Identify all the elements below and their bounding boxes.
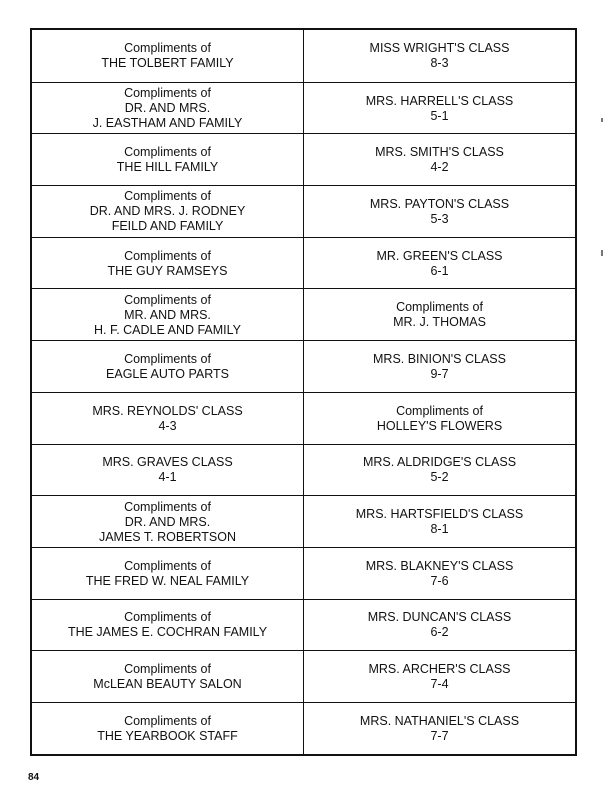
ad-row bbox=[32, 185, 575, 237]
ad-row bbox=[32, 599, 575, 651]
ad-cell-right bbox=[304, 393, 575, 444]
ad-cell-left bbox=[32, 238, 304, 289]
ad-heading: MISS WRIGHT'S CLASS bbox=[369, 41, 510, 56]
ad-text-line: 7-4 bbox=[430, 677, 449, 692]
ad-cell-right bbox=[304, 341, 575, 392]
ad-heading: MRS. PAYTON'S CLASS bbox=[369, 196, 510, 211]
ad-text-line: 5-1 bbox=[430, 108, 449, 123]
ad-heading: MRS. BLAKNEY'S CLASS bbox=[365, 558, 514, 573]
ad-heading: MRS. ALDRIDGE'S CLASS bbox=[362, 455, 517, 470]
ad-cell-right bbox=[304, 186, 575, 237]
ad-text-line: 6-1 bbox=[430, 263, 449, 278]
ad-text-line: H. F. CADLE AND FAMILY bbox=[93, 322, 242, 337]
ad-text-line: THE GUY RAMSEYS bbox=[107, 263, 228, 278]
ad-cell-right bbox=[304, 703, 575, 754]
ad-text-line: HOLLEY'S FLOWERS bbox=[376, 418, 503, 433]
ad-row bbox=[32, 392, 575, 444]
ad-row bbox=[32, 650, 575, 702]
ad-cell-right bbox=[304, 548, 575, 599]
ad-cell-left bbox=[32, 134, 304, 185]
edge-mark bbox=[601, 118, 603, 122]
ad-row bbox=[32, 444, 575, 496]
ad-row bbox=[32, 702, 575, 754]
ad-row bbox=[32, 288, 575, 340]
ad-text-line: FEILD AND FAMILY bbox=[111, 219, 224, 234]
ad-heading: Compliments of bbox=[124, 713, 211, 728]
ad-heading: MRS. HARTSFIELD'S CLASS bbox=[355, 507, 524, 522]
ad-text-line: THE TOLBERT FAMILY bbox=[101, 56, 234, 71]
ad-cell-left bbox=[32, 186, 304, 237]
ad-cell-right bbox=[304, 651, 575, 702]
ad-cell-right bbox=[304, 289, 575, 340]
ad-heading: Compliments of bbox=[396, 300, 483, 315]
ad-heading: MRS. SMITH'S CLASS bbox=[375, 145, 504, 160]
ad-cell-left bbox=[32, 30, 304, 82]
ad-cell-left bbox=[32, 651, 304, 702]
ad-text-line: 5-2 bbox=[430, 470, 449, 485]
ad-heading: Compliments of bbox=[124, 662, 211, 677]
ad-row bbox=[32, 133, 575, 185]
ad-text-line: THE HILL FAMILY bbox=[116, 160, 219, 175]
ad-cell-right bbox=[304, 600, 575, 651]
ad-text-line: MR. AND MRS. bbox=[124, 307, 211, 322]
ad-text-line: McLEAN BEAUTY SALON bbox=[93, 677, 242, 692]
ad-text-line: 7-6 bbox=[430, 573, 449, 588]
ad-heading: Compliments of bbox=[124, 145, 211, 160]
ad-cell-left bbox=[32, 703, 304, 754]
ad-text-line: 6-2 bbox=[430, 625, 449, 640]
ad-cell-right bbox=[304, 134, 575, 185]
ad-text-line: 8-1 bbox=[430, 522, 449, 537]
ad-text-line: DR. AND MRS. bbox=[124, 101, 211, 116]
ad-cell-right bbox=[304, 83, 575, 134]
ad-heading: Compliments of bbox=[124, 610, 211, 625]
ad-heading: MRS. DUNCAN'S CLASS bbox=[367, 610, 512, 625]
ad-text-line: DR. AND MRS. bbox=[124, 514, 211, 529]
ad-heading: MRS. NATHANIEL'S CLASS bbox=[359, 713, 520, 728]
ad-heading: Compliments of bbox=[124, 41, 211, 56]
ad-text-line: J. EASTHAM AND FAMILY bbox=[92, 116, 243, 131]
ad-text-line: 9-7 bbox=[430, 366, 449, 381]
ad-heading: MRS. GRAVES CLASS bbox=[102, 455, 233, 470]
ad-heading: Compliments of bbox=[124, 499, 211, 514]
ad-cell-left bbox=[32, 600, 304, 651]
ad-heading: Compliments of bbox=[124, 351, 211, 366]
ad-heading: Compliments of bbox=[396, 403, 483, 418]
ad-cell-left bbox=[32, 83, 304, 134]
ad-cell-left bbox=[32, 445, 304, 496]
ad-row bbox=[32, 82, 575, 134]
ad-heading: Compliments of bbox=[124, 189, 211, 204]
ad-row bbox=[32, 30, 575, 82]
ad-text-line: JAMES T. ROBERTSON bbox=[98, 529, 237, 544]
ad-text-line: DR. AND MRS. J. RODNEY bbox=[89, 204, 246, 219]
ad-text-line: 5-3 bbox=[430, 211, 449, 226]
ad-grid bbox=[30, 28, 577, 756]
ad-heading: Compliments of bbox=[124, 292, 211, 307]
ad-row bbox=[32, 340, 575, 392]
ad-text-line: THE YEARBOOK STAFF bbox=[97, 728, 238, 743]
ad-cell-right bbox=[304, 496, 575, 547]
ad-text-line: THE FRED W. NEAL FAMILY bbox=[85, 573, 250, 588]
ad-cell-right bbox=[304, 445, 575, 496]
ad-heading: Compliments of bbox=[124, 558, 211, 573]
ad-heading: Compliments of bbox=[124, 86, 211, 101]
ad-heading: MRS. REYNOLDS' CLASS bbox=[92, 403, 243, 418]
ad-cell-left bbox=[32, 341, 304, 392]
edge-mark bbox=[601, 250, 603, 256]
ad-cell-left bbox=[32, 548, 304, 599]
ad-cell-left bbox=[32, 496, 304, 547]
ad-text-line: 7-7 bbox=[430, 728, 449, 743]
ad-heading: MR. GREEN'S CLASS bbox=[376, 248, 503, 263]
ad-row bbox=[32, 237, 575, 289]
ad-text-line: 8-3 bbox=[430, 56, 449, 71]
ad-cell-left bbox=[32, 393, 304, 444]
ad-text-line: THE JAMES E. COCHRAN FAMILY bbox=[67, 625, 268, 640]
ad-text-line: MR. J. THOMAS bbox=[393, 315, 486, 330]
ad-cell-right bbox=[304, 30, 575, 82]
ad-cell-right bbox=[304, 238, 575, 289]
ad-text-line: 4-2 bbox=[430, 160, 449, 175]
ad-heading: MRS. HARRELL'S CLASS bbox=[365, 93, 514, 108]
ad-row bbox=[32, 495, 575, 547]
ad-heading: Compliments of bbox=[124, 248, 211, 263]
ad-cell-left bbox=[32, 289, 304, 340]
ad-text-line: 4-1 bbox=[158, 470, 177, 485]
ad-heading: MRS. ARCHER'S CLASS bbox=[368, 662, 511, 677]
ad-row bbox=[32, 547, 575, 599]
ad-text-line: 4-3 bbox=[158, 418, 177, 433]
ad-text-line: EAGLE AUTO PARTS bbox=[106, 366, 229, 381]
ad-heading: MRS. BINION'S CLASS bbox=[373, 351, 506, 366]
page-number: 84 bbox=[28, 772, 40, 783]
